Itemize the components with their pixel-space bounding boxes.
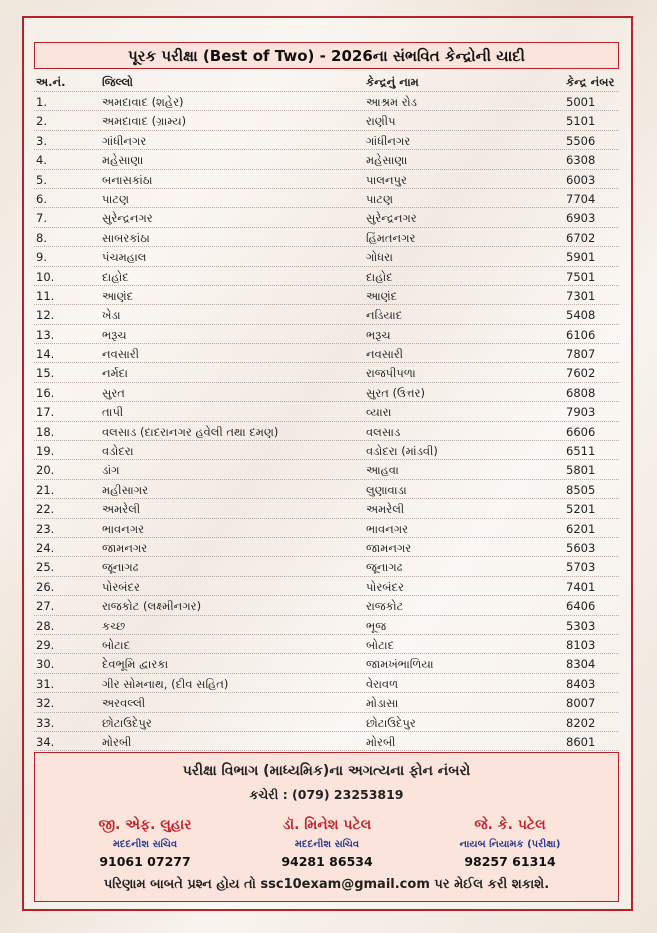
table-row [34, 208, 619, 227]
contact-2 [237, 817, 417, 869]
cell-center-number: 5408 [566, 308, 596, 323]
cell-district: મોરબી [102, 734, 132, 749]
cell-serial: 23. [36, 521, 55, 536]
cell-district: દાહોદ [102, 269, 129, 284]
contact-name: જી. એફ. લુહાર [98, 817, 192, 833]
cell-center-number: 5201 [566, 502, 596, 517]
cell-center-name: બોટાદ [366, 637, 395, 652]
contact-name: ડૉ. મિનેશ પટેલ [282, 817, 372, 833]
cell-district: ડાંગ [102, 463, 120, 478]
cell-district: પંચમહાલ [102, 250, 147, 265]
cell-center-name: ગાંધીનગર [366, 133, 411, 148]
contact-name: જે. કે. પટેલ [474, 817, 546, 833]
cell-serial: 21. [36, 482, 55, 497]
cell-center-name: સુરત (ઉત્તર) [366, 385, 425, 400]
table-row [34, 499, 619, 518]
cell-serial: 24. [36, 540, 55, 555]
table-row [34, 713, 619, 732]
cell-district: નર્મદા [102, 366, 128, 381]
table-row [34, 402, 619, 421]
contact-box [34, 752, 619, 902]
table-row [34, 170, 619, 189]
table-row [34, 441, 619, 460]
cell-district: ભાવનગર [102, 521, 145, 536]
table-row [34, 616, 619, 635]
cell-center-number: 8403 [566, 676, 596, 691]
cell-serial: 10. [36, 269, 55, 284]
contact-title: પરીક્ષા વિભાગ (માધ્યમિક)ના અગત્યના ફોન નંબરો [182, 763, 471, 779]
cell-center-number: 7501 [566, 269, 596, 284]
cell-center-number: 7903 [566, 405, 596, 420]
cell-center-name: રાજકોટ [366, 599, 404, 614]
table-row [34, 150, 619, 169]
cell-center-name: રાણીપ [366, 114, 396, 129]
cell-district: દેવભૂમિ દ્વારકા [102, 657, 169, 672]
cell-center-name: જામનગર [366, 540, 412, 555]
contact-phone: 91061 07277 [99, 854, 191, 869]
cell-center-number: 5703 [566, 560, 596, 575]
cell-district: રાજકોટ (લક્ષ્મીનગર) [102, 599, 202, 614]
cell-center-number: 6511 [566, 444, 596, 459]
cell-center-name: આણંદ [366, 288, 398, 303]
cell-center-name: જામખંભાળિયા [366, 657, 434, 672]
cell-center-name: જૂનાગઢ [366, 560, 403, 575]
contact-phone: 98257 61314 [464, 854, 556, 869]
cell-center-number: 6702 [566, 230, 596, 245]
table-row [34, 305, 619, 324]
cell-serial: 4. [36, 153, 47, 168]
cell-center-number: 6606 [566, 424, 596, 439]
cell-serial: 30. [36, 657, 55, 672]
table-row [34, 480, 619, 499]
table-row [34, 131, 619, 150]
cell-district: સાબરકાંઠા [102, 230, 150, 245]
cell-center-number: 6903 [566, 211, 596, 226]
cell-serial: 19. [36, 444, 55, 459]
table-row [34, 247, 619, 266]
table-row [34, 363, 619, 382]
table-row [34, 286, 619, 305]
cell-serial: 28. [36, 618, 55, 633]
cell-center-name: દાહોદ [366, 269, 393, 284]
table-header [34, 72, 619, 92]
cell-serial: 26. [36, 579, 55, 594]
cell-center-number: 7401 [566, 579, 596, 594]
table-row [34, 228, 619, 247]
cell-district: બોટાદ [102, 637, 131, 652]
cell-serial: 5. [36, 172, 47, 187]
table-row [34, 325, 619, 344]
page-title [34, 42, 619, 69]
cell-serial: 34. [36, 734, 55, 749]
cell-district: બનાસકાંઠા [102, 172, 153, 187]
office-phone: કચેરી : (079) 23253819 [249, 787, 404, 802]
cell-center-number: 5901 [566, 250, 596, 265]
cell-center-number: 5001 [566, 95, 596, 109]
cell-center-name: લુણાવાડા [366, 482, 407, 497]
cell-center-name: આશ્રમ રોડ [366, 95, 417, 109]
cell-serial: 32. [36, 696, 55, 711]
cell-center-number: 5603 [566, 540, 596, 555]
table-row [34, 635, 619, 654]
table-row [34, 538, 619, 557]
cell-center-name: હિંમતનગર [366, 230, 416, 245]
cell-district: મહીસાગર [102, 482, 149, 497]
cell-center-name: વેરાવળ [366, 676, 399, 691]
cell-center-name: પોરબંદર [366, 579, 404, 594]
cell-center-number: 5303 [566, 618, 596, 633]
cell-district: જામનગર [102, 540, 148, 555]
cell-center-name: વલસાડ [366, 424, 401, 439]
header-center-number: કેન્દ્ર નંબર [566, 75, 615, 89]
page-title-text: પૂરક પરીક્ષા (Best of Two) - 2026ના સંભવિત કેન્દ્રોની યાદી [128, 46, 525, 65]
cell-center-number: 8505 [566, 482, 596, 497]
cell-center-name: મોરબી [366, 734, 396, 749]
cell-serial: 20. [36, 463, 55, 478]
cell-center-name: પાલનપુર [366, 172, 407, 187]
table-row [34, 674, 619, 693]
email-note: પરિણામ બાબતે પ્રશ્ન હોય તો ssc10exam@gmail.com પર મેઈલ કરી શકાશે. [103, 877, 550, 892]
cell-district: સુરેન્દ્રનગર [102, 211, 153, 226]
cell-district: જૂનાગઢ [102, 560, 139, 575]
cell-center-number: 5506 [566, 133, 596, 148]
cell-center-number: 5801 [566, 463, 596, 478]
cell-district: તાપી [102, 405, 124, 420]
table-row [34, 344, 619, 363]
table-row [34, 596, 619, 615]
table-row [34, 557, 619, 576]
cell-center-name: મહેસાણા [366, 153, 408, 168]
cell-serial: 6. [36, 191, 47, 206]
cell-serial: 15. [36, 366, 55, 381]
centers-table [34, 72, 619, 751]
cell-district: અરવલ્લી [102, 696, 146, 711]
table-row [34, 693, 619, 712]
cell-district: વલસાડ (દાદરાનગર હવેલી તથા દમણ) [102, 424, 279, 439]
cell-center-name: વ્યારા [366, 405, 392, 420]
cell-district: ગીર સોમનાથ, (દીવ સહિત) [102, 676, 229, 691]
cell-serial: 1. [36, 95, 47, 109]
contact-role: મદદનીશ સચિવ [294, 839, 360, 850]
cell-district: અમરેલી [102, 502, 141, 517]
table-row [34, 519, 619, 538]
cell-serial: 22. [36, 502, 55, 517]
contact-3 [420, 817, 600, 869]
cell-center-number: 5101 [566, 114, 596, 129]
table-row [34, 111, 619, 130]
cell-center-number: 7602 [566, 366, 596, 381]
cell-district: અમદાવાદ (ગ્રામ્ય) [102, 114, 187, 129]
table-row [34, 267, 619, 286]
cell-serial: 33. [36, 715, 55, 730]
contact-phone: 94281 86534 [281, 854, 373, 869]
cell-center-name: પાટણ [366, 191, 394, 206]
cell-district: પોરબંદર [102, 579, 140, 594]
cell-district: પાટણ [102, 191, 130, 206]
cell-center-name: મોડાસા [366, 696, 399, 711]
header-serial: અ.નં. [36, 75, 66, 89]
cell-district: આણંદ [102, 288, 134, 303]
header-center-name: કેન્દ્રનું નામ [366, 75, 419, 89]
cell-center-number: 8103 [566, 637, 596, 652]
cell-center-number: 8007 [566, 696, 596, 711]
cell-serial: 27. [36, 599, 55, 614]
cell-center-number: 8202 [566, 715, 596, 730]
cell-serial: 13. [36, 327, 55, 342]
cell-center-name: નવસારી [366, 347, 404, 362]
cell-serial: 14. [36, 347, 55, 362]
cell-center-name: નડિયાદ [366, 308, 403, 323]
cell-district: ખેડા [102, 308, 121, 323]
cell-center-number: 7704 [566, 191, 596, 206]
cell-center-name: આહવા [366, 463, 399, 478]
contact-role: મદદનીશ સચિવ [112, 839, 178, 850]
cell-center-name: ભૂજ [366, 618, 387, 633]
table-row [34, 732, 619, 751]
cell-serial: 29. [36, 637, 55, 652]
contact-1 [55, 817, 235, 869]
cell-center-name: અમરેલી [366, 502, 405, 517]
table-row [34, 460, 619, 479]
cell-serial: 17. [36, 405, 55, 420]
table-row [34, 383, 619, 402]
cell-center-number: 6003 [566, 172, 596, 187]
cell-center-name: ભાવનગર [366, 521, 409, 536]
cell-serial: 18. [36, 424, 55, 439]
cell-district: નવસારી [102, 347, 140, 362]
cell-serial: 2. [36, 114, 47, 129]
table-row [34, 92, 619, 111]
cell-center-number: 6808 [566, 385, 596, 400]
cell-center-number: 6106 [566, 327, 596, 342]
cell-serial: 16. [36, 385, 55, 400]
cell-district: કચ્છ [102, 618, 126, 633]
cell-center-name: છોટાઉદેપુર [366, 715, 416, 730]
cell-district: અમદાવાદ (શહેર) [102, 95, 184, 109]
cell-center-number: 8601 [566, 734, 596, 749]
cell-center-name: ગોધરા [366, 250, 393, 265]
cell-center-number: 7301 [566, 288, 596, 303]
header-district: જિલ્લો [102, 75, 134, 89]
cell-serial: 12. [36, 308, 55, 323]
cell-center-number: 8304 [566, 657, 596, 672]
table-row [34, 422, 619, 441]
cell-serial: 25. [36, 560, 55, 575]
table-row [34, 189, 619, 208]
cell-center-name: ભરૂચ [366, 327, 391, 342]
cell-serial: 8. [36, 230, 47, 245]
table-row [34, 577, 619, 596]
cell-district: છોટાઉદેપુર [102, 715, 152, 730]
cell-serial: 7. [36, 211, 47, 226]
cell-district: સુરત [102, 385, 125, 400]
cell-district: મહેસાણા [102, 153, 144, 168]
cell-center-number: 6406 [566, 599, 596, 614]
cell-center-name: રાજપીપળા [366, 366, 416, 381]
cell-serial: 3. [36, 133, 47, 148]
cell-center-number: 6201 [566, 521, 596, 536]
cell-serial: 31. [36, 676, 55, 691]
contact-role: નાયબ નિયામક (પરીક્ષા) [459, 839, 561, 850]
table-row [34, 654, 619, 673]
cell-district: ગાંધીનગર [102, 133, 147, 148]
cell-serial: 11. [36, 288, 55, 303]
cell-district: વડોદરા [102, 444, 134, 459]
cell-center-name: વડોદરા (માંડવી) [366, 444, 438, 459]
cell-center-name: સુરેન્દ્રનગર [366, 211, 417, 226]
cell-district: ભરૂચ [102, 327, 127, 342]
cell-center-number: 7807 [566, 347, 596, 362]
cell-center-number: 6308 [566, 153, 596, 168]
cell-serial: 9. [36, 250, 47, 265]
